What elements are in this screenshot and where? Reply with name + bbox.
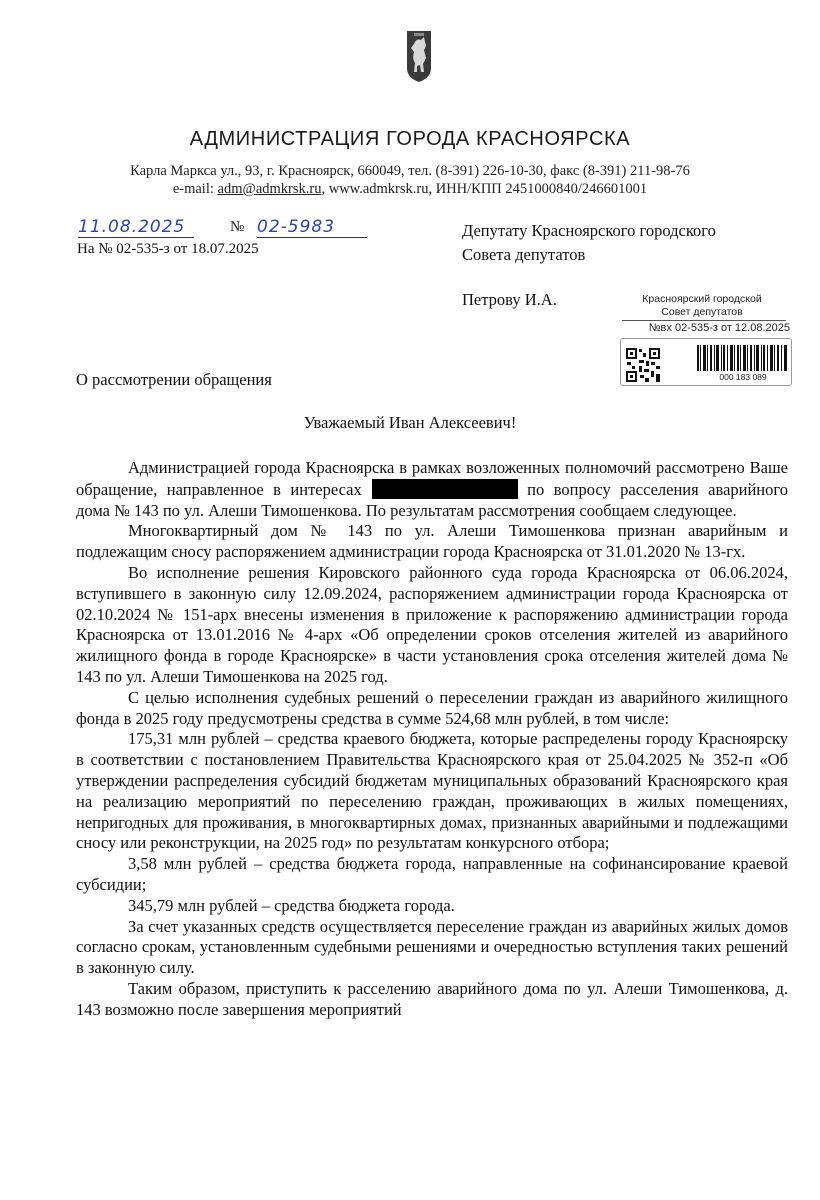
stamp-registration-number: №вх 02-535-з от 12.08.2025 [648, 322, 790, 334]
salutation: Уважаемый Иван Алексеевич! [303, 413, 517, 432]
stamp-code-box [620, 338, 792, 386]
city-coat-of-arms-icon [402, 28, 436, 84]
body-paragraph: Во исполнение решения Кировского районного суда города Красноярска от 06.06.2024, вступившего в законную силу 12.09.2024, распоряжением администрации города Красноярска от 02.10.2024 № 151-арх внесены изменения в приложение к распоряжению администрации города Красноярска от 13.01.2016 № 4-арх «Об определении сроков отселения жителей из аварийного жилищного фонда в городе Красноярске» в части установления срока отселения жителей дома № 143 по ул. Алеши Тимошенкова на 2025 год. [76, 562, 788, 686]
body-paragraph: Многоквартирный дом № 143 по ул. Алеши Тимошенкова признан аварийным и подлежащим сносу распоряжением администрации города Красноярска от 31.01.2020 № 13-гх. [76, 521, 788, 562]
incoming-stamp [614, 291, 790, 387]
number-sign: № [230, 219, 245, 235]
contacts-line [0, 180, 820, 198]
barcode-number: 000 183 089 [719, 372, 767, 382]
letter-subject: О рассмотрении обращения [76, 370, 272, 389]
recipient-name: Петрову И.А. [462, 290, 557, 309]
outgoing-number: 02-5983 [257, 217, 367, 238]
body-paragraph: Таким образом, приступить к расселению аварийного дома по ул. Алеши Тимошенкова, д. 143 возможно после завершения мероприятий [76, 978, 788, 1019]
body-paragraph: С целью исполнения судебных решений о переселении граждан из аварийного жилищного фонда в 2025 году предусмотрены средства в сумме 524,68 млн рублей, в том числе: [76, 687, 788, 728]
stamp-org-line: Совет депутатов [661, 306, 743, 318]
body-paragraph [76, 458, 788, 521]
qr-code-icon [625, 347, 661, 383]
recipient-title: Депутату Красноярского городского [462, 221, 716, 240]
redacted-name [372, 479, 518, 499]
email-prefix: e-mail: [172, 181, 218, 197]
stamp-divider [622, 320, 786, 321]
paragraph-text: Администрацией города Красноярска в рамках возложенных полномочий рассмотрено Ваше обращение, направленное в интересах [76, 458, 788, 499]
reference-number: На № 02-535-з от 18.07.2025 [77, 241, 259, 257]
address-line: Карла Маркса ул., 93, г. Красноярск, 660049, тел. (8-391) 226-10-30, факс (8-391) 211-98-76 [130, 163, 690, 179]
email-link[interactable]: adm@admkrsk.ru [217, 181, 322, 197]
body-paragraph: 175,31 млн рублей – средства краевого бюджета, которые распределены городу Красноярску в соответствии с постановлением Правительства Красноярского края от 25.04.2025 № 352-п «Об утверждении распределения субсидий бюджетам муниципальных образований Красноярского края на реализацию мероприятий по переселению граждан, проживающих в жилых помещениях, непригодных для проживания, в многоквартирных домах, признанных аварийными и подлежащими сносу или реконструкции, на 2025 год» по результатам конкурсного отбора; [76, 729, 788, 853]
paragraph-text: по вопросу расселения аварийного дома № 143 по ул. Алеши Тимошенкова. По результатам рассмотрения сообщаем следующее. [76, 479, 788, 520]
stamp-org-line: Красноярский городской [642, 293, 762, 305]
contacts-rest: , www.admkrsk.ru, ИНН/КПП 2451000840/246601001 [321, 181, 648, 197]
body-paragraph: За счет указанных средств осуществляется переселение граждан из аварийных жилых домов согласно срокам, установленным судебными решениями и очередностью вступления таких решений в законную силу. [76, 916, 788, 978]
recipient-title-cont: Совета депутатов [462, 245, 586, 264]
letter-body [76, 458, 788, 1021]
body-paragraph: 345,79 млн рублей – средства бюджета города. [128, 895, 455, 915]
body-paragraph: 3,58 млн рублей – средства бюджета города, направленные на софинансирование краевой субсидии; [76, 854, 788, 894]
barcode-icon [697, 345, 789, 371]
outgoing-date: 11.08.2025 [78, 217, 194, 238]
organization-name: АДМИНИСТРАЦИЯ ГОРОДА КРАСНОЯРСКА [189, 128, 631, 150]
